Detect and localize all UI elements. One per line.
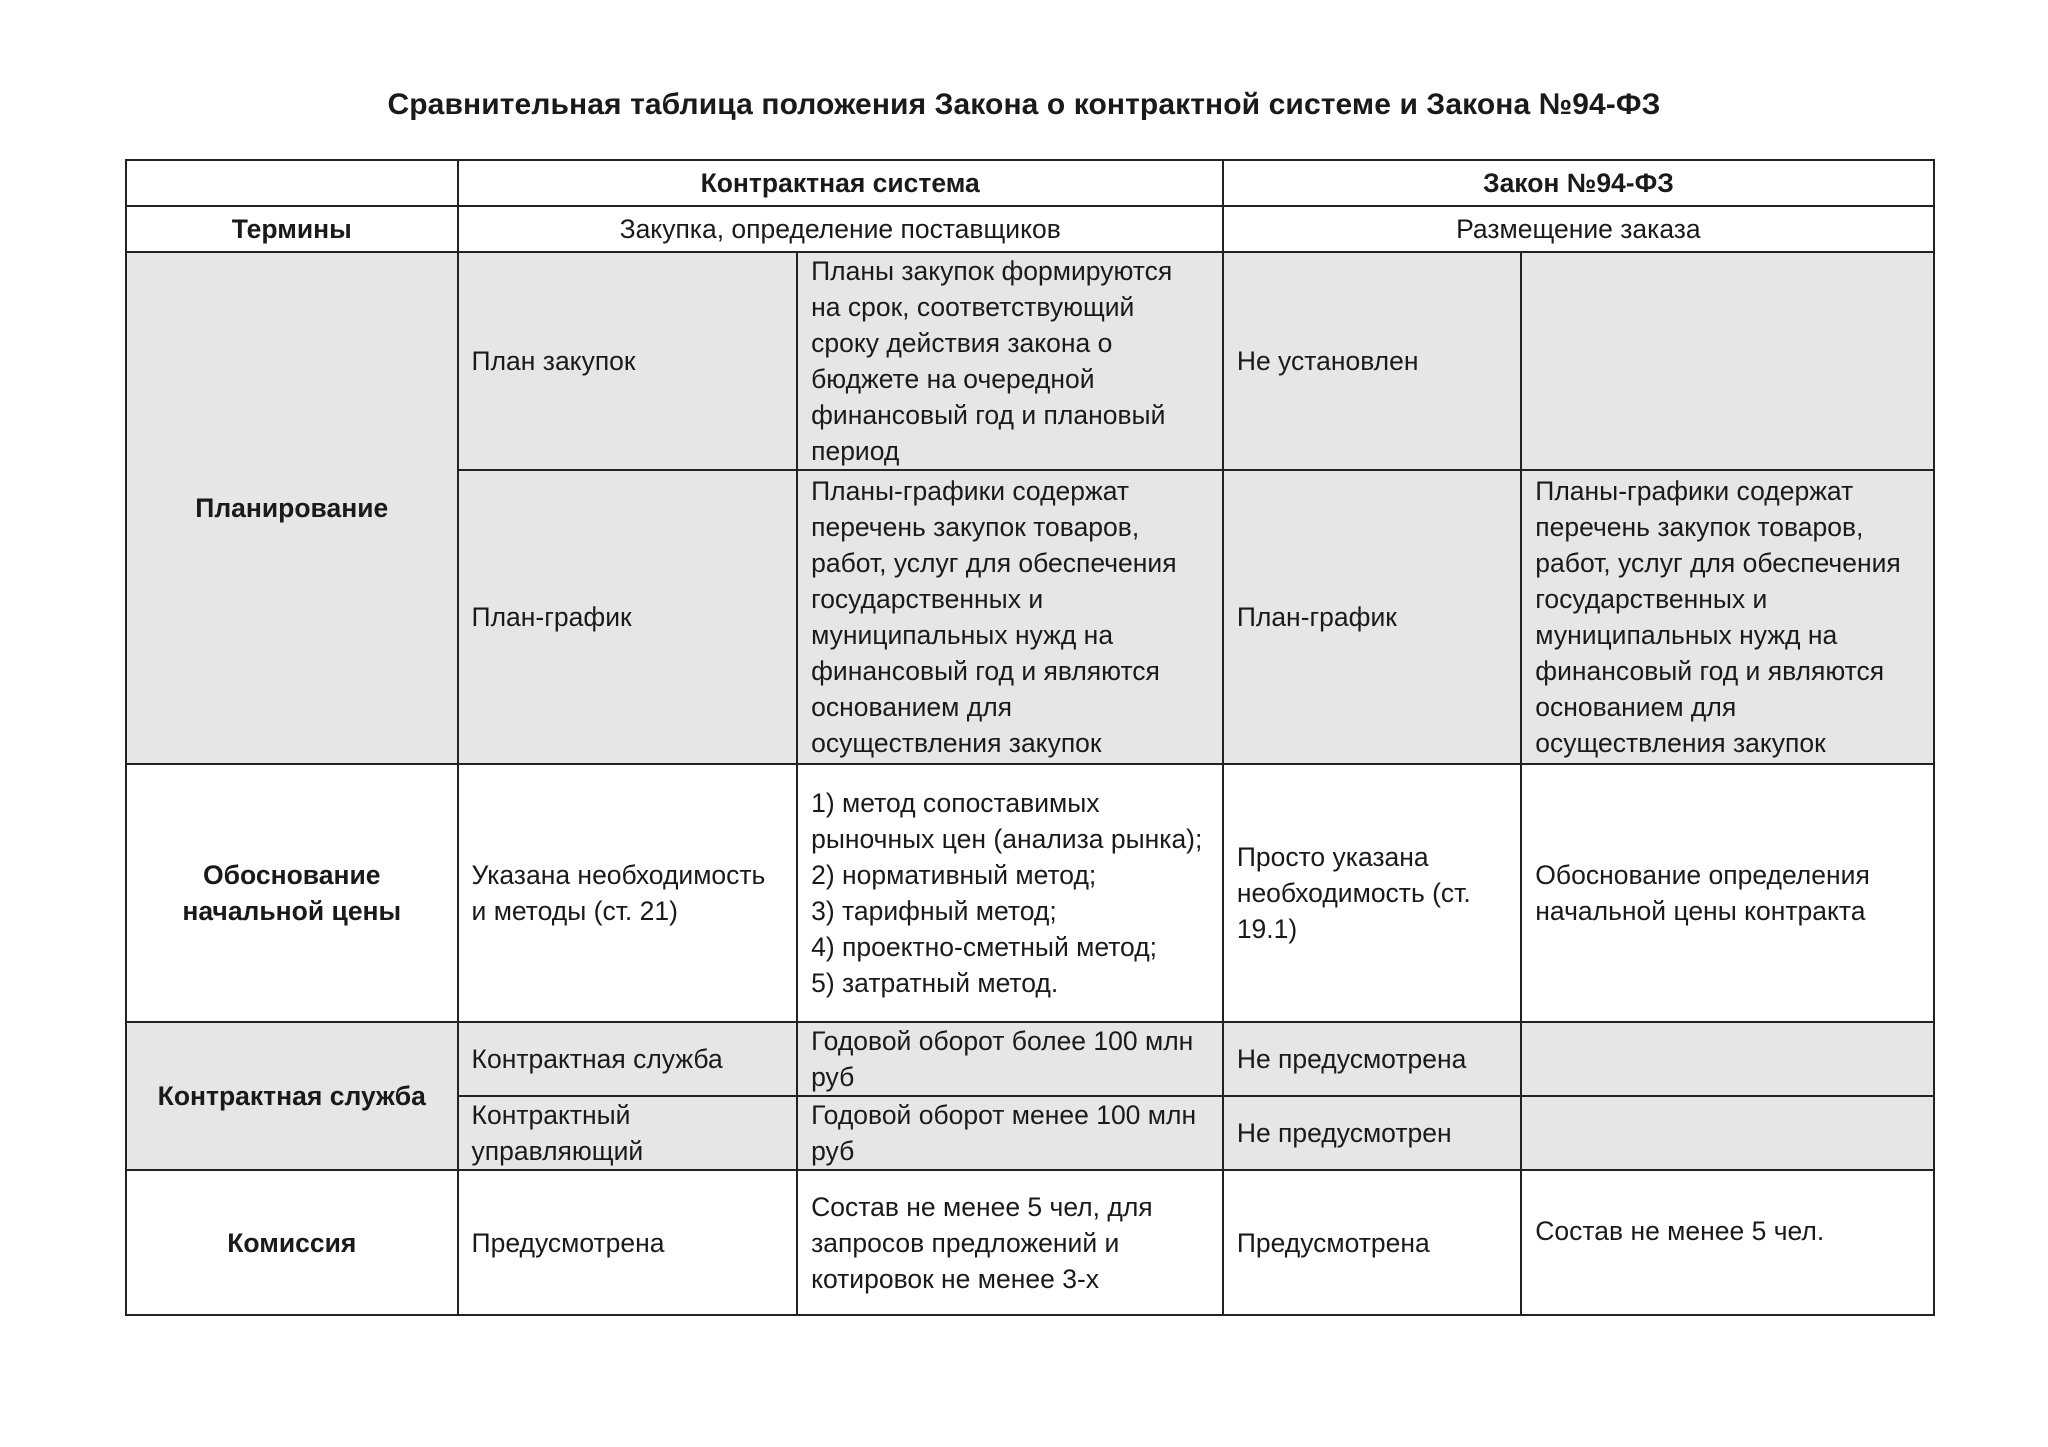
terms-label: Термины <box>126 206 458 252</box>
header-contract-system: Контрактная система <box>458 160 1223 206</box>
service-label: Контрактная служба <box>126 1022 458 1170</box>
header-law-94: Закон №94-ФЗ <box>1223 160 1934 206</box>
header-empty-cell <box>126 160 458 206</box>
commission-law94: Предусмотрена <box>1223 1170 1521 1315</box>
list-item: 1) метод сопоставимых рыночных цен (анализа рынка); <box>811 788 1203 854</box>
terms-law94: Размещение заказа <box>1223 206 1934 252</box>
table-row <box>126 1170 1934 1315</box>
terms-row <box>126 206 1934 252</box>
service-row2-law94-detail <box>1521 1096 1934 1170</box>
commission-label: Комиссия <box>126 1170 458 1315</box>
table-row <box>126 764 1934 1022</box>
table-row <box>126 1022 1934 1096</box>
list-item: 3) тарифный метод; <box>811 896 1057 926</box>
pricing-law94-detail: Обоснование определения начальной цены контракта <box>1521 764 1934 1022</box>
page-title: Сравнительная таблица положения Закона о контрактной системе и Закона №94-ФЗ <box>387 88 1661 121</box>
list-item: 4) проектно-сметный метод; <box>811 932 1158 962</box>
service-row1-name: Контрактная служба <box>458 1022 798 1096</box>
service-row1-contract-detail: Годовой оборот более 100 млн руб <box>797 1022 1223 1096</box>
table-row <box>126 252 1934 470</box>
service-row2-name: Контрактный управляющий <box>458 1096 798 1170</box>
planning-plan-contract-detail: Планы закупок формируются на срок, соответствующий сроку действия закона о бюджете на очередной финансовый год и плановый период <box>797 252 1223 470</box>
list-item: 2) нормативный метод; <box>811 860 1097 890</box>
commission-contract-detail: Состав не менее 5 чел, для запросов предложений и котировок не менее 3-х <box>797 1170 1223 1315</box>
table-header-row <box>126 160 1934 206</box>
planning-schedule-name: План-график <box>458 470 798 764</box>
pricing-label: Обоснование начальной цены <box>126 764 458 1022</box>
terms-contract: Закупка, определение поставщиков <box>458 206 1223 252</box>
service-row1-law94: Не предусмотрена <box>1223 1022 1521 1096</box>
pricing-contract: Указана необходимость и методы (ст. 21) <box>458 764 798 1022</box>
pricing-law94: Просто указана необходимость (ст. 19.1) <box>1223 764 1521 1022</box>
planning-plan-law94: Не установлен <box>1223 252 1521 470</box>
planning-schedule-law94-detail: Планы-графики содержат перечень закупок товаров, работ, услуг для обеспечения государственных и муниципальных нужд на финансовый год и являются основанием для осуществления закупок <box>1521 470 1934 764</box>
planning-schedule-law94: План-график <box>1223 470 1521 764</box>
service-row2-contract-detail: Годовой оборот менее 100 млн руб <box>797 1096 1223 1170</box>
commission-contract: Предусмотрена <box>458 1170 798 1315</box>
list-item: 5) затратный метод. <box>811 968 1059 998</box>
comparison-table <box>125 159 1935 1316</box>
planning-label: Планирование <box>126 252 458 764</box>
service-row1-law94-detail <box>1521 1022 1934 1096</box>
pricing-contract-methods <box>797 764 1223 1022</box>
planning-plan-law94-detail <box>1521 252 1934 470</box>
planning-schedule-contract-detail: Планы-графики содержат перечень закупок товаров, работ, услуг для обеспечения государственных и муниципальных нужд на финансовый год и являются основанием для осуществления закупок <box>797 470 1223 764</box>
service-row2-law94: Не предусмотрен <box>1223 1096 1521 1170</box>
planning-plan-name: План закупок <box>458 252 798 470</box>
commission-law94-detail: Состав не менее 5 чел. <box>1521 1170 1934 1315</box>
